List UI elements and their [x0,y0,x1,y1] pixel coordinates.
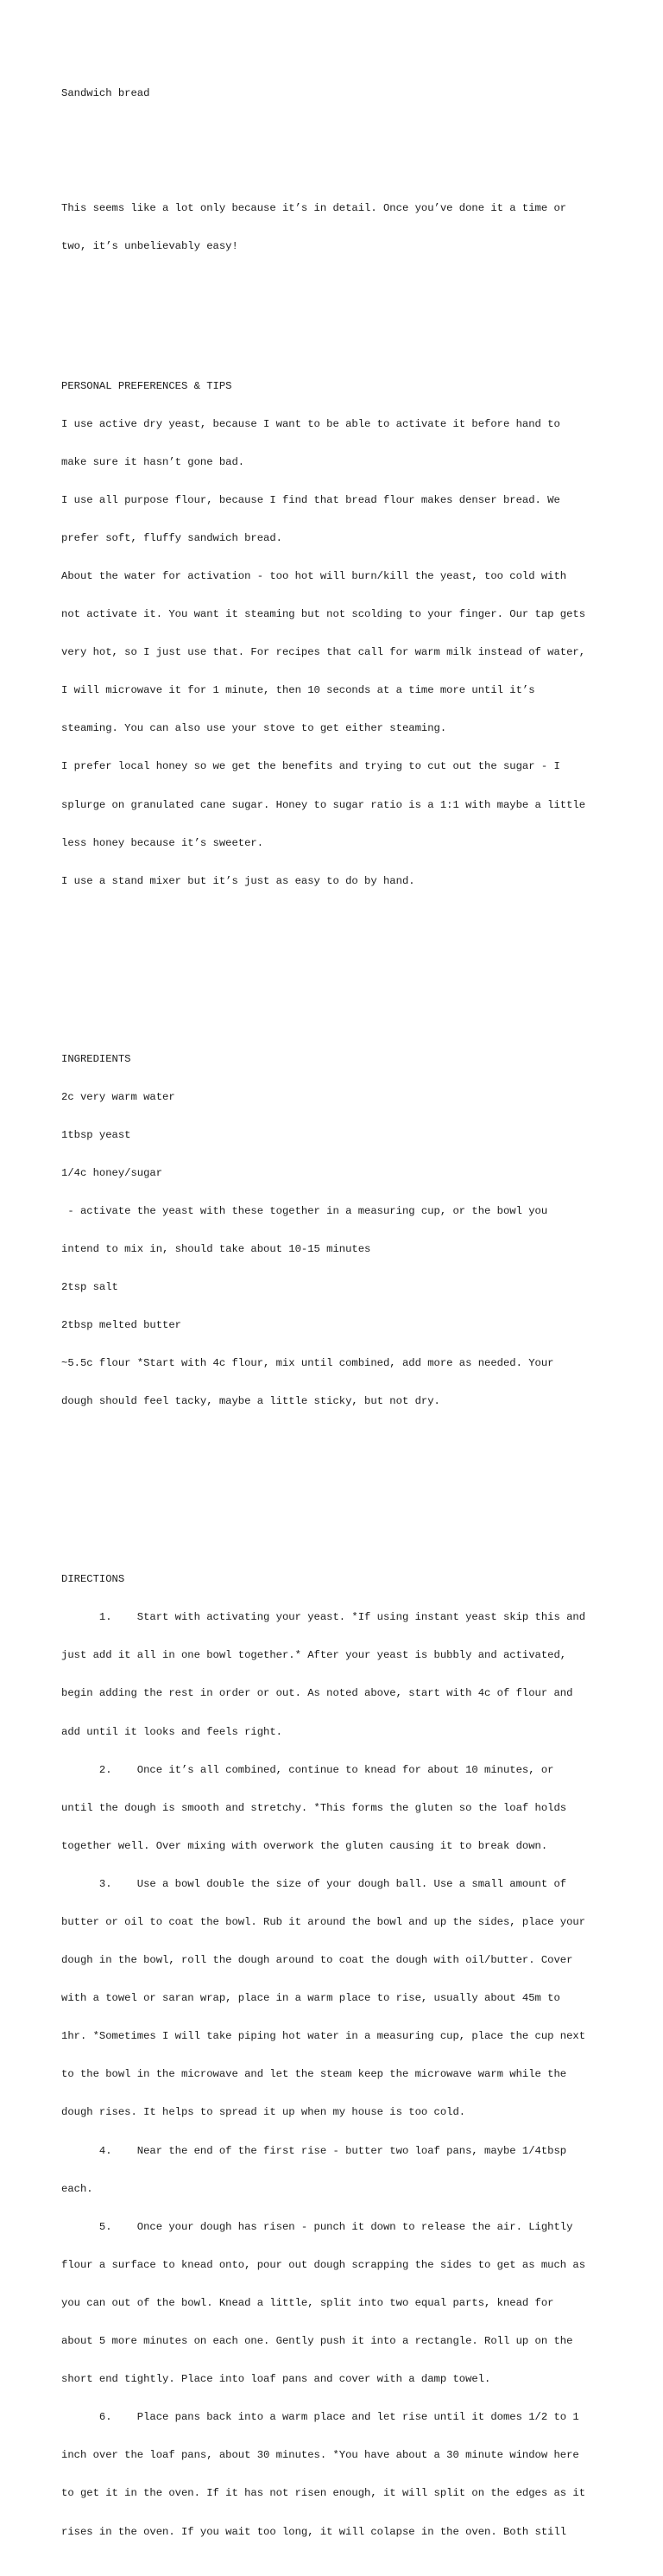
direction-line: about 5 more minutes on each one. Gently push it into a rectangle. Roll up on the [61,2335,573,2348]
direction-line: 6. Place pans back into a warm place and let rise until it domes 1/2 to 1 [61,2411,579,2424]
direction-line: just add it all in one bowl together.* After your yeast is bubbly and activated, [61,1649,567,1662]
direction-line: dough in the bowl, roll the dough around to coat the dough with oil/butter. Cover [61,1954,573,1967]
direction-line: each. [61,2182,93,2195]
direction-line: short end tightly. Place into loaf pans and cover with a damp towel. [61,2373,491,2386]
preferences-line: I use all purpose flour, because I find that bread flour makes denser bread. We [61,493,560,506]
preferences-line: make sure it hasn’t gone bad. [61,455,245,468]
preferences-heading: PERSONAL PREFERENCES & TIPS [61,379,232,392]
direction-line: until the dough is smooth and stretchy. *This forms the gluten so the loaf holds [61,1801,567,1814]
direction-line: 1. Start with activating your yeast. *If using instant yeast skip this and [61,1611,586,1624]
direction-line: begin adding the rest in order or out. As noted above, start with 4c of flour and [61,1687,573,1700]
document-page [61,62,631,2576]
ingredients-heading: INGREDIENTS [61,1052,131,1065]
ingredient-line: ~5.5c flour *Start with 4c flour, mix until combined, add more as needed. Your [61,1357,554,1370]
direction-line: 3. Use a bowl double the size of your dough ball. Use a small amount of [61,1877,567,1890]
spacer [61,938,631,951]
direction-line: dough rises. It helps to spread it up when my house is too cold. [61,2106,466,2119]
spacer [61,303,631,316]
direction-line: 2. Once it’s all combined, continue to knead for about 10 minutes, or [61,1763,554,1776]
spacer [61,976,631,989]
directions-section [61,1548,631,2564]
direction-line: together well. Over mixing with overwork the gluten causing it to break down. [61,1839,548,1852]
preferences-line: steaming. You can also use your stove to get either steaming. [61,722,447,735]
preferences-line: I use a stand mixer but it’s just as easy to do by hand. [61,874,415,887]
ingredients-section [61,1027,631,1433]
preferences-line: less honey because it’s sweeter. [61,836,264,849]
spacer [61,126,631,139]
direction-line: 1hr. *Sometimes I will take piping hot water in a measuring cup, place the cup next [61,2030,586,2043]
ingredient-line: dough should feel tacky, maybe a little sticky, but not dry. [61,1395,440,1408]
ingredient-line: 1tbsp yeast [61,1128,131,1141]
direction-line: 4. Near the end of the first rise - butter two loaf pans, maybe 1/4tbsp [61,2144,567,2157]
direction-line: with a towel or saran wrap, place in a warm place to rise, usually about 45m to [61,1992,560,2005]
ingredient-line: 2tsp salt [61,1281,118,1294]
preferences-line: About the water for activation - too hot will burn/kill the yeast, too cold with [61,569,567,582]
ingredient-line: 1/4c honey/sugar [61,1166,163,1179]
direction-line: 5. Once your dough has risen - punch it down to release the air. Lightly [61,2220,573,2233]
preferences-line: very hot, so I just use that. For recipes that call for warm milk instead of water, [61,646,586,659]
preferences-line: I prefer local honey so we get the benefits and trying to cut out the sugar - I [61,760,560,773]
spacer [61,1497,631,1510]
direction-line: flour a surface to knead onto, pour out dough scrapping the sides to get as much as [61,2258,586,2271]
preferences-line: not activate it. You want it steaming but not scolding to your finger. Our tap gets [61,608,586,621]
direction-line: rises in the oven. If you wait too long, it will colapse in the oven. Both still [61,2525,567,2538]
direction-line: to the bowl in the microwave and let the steam keep the microwave warm while the [61,2068,567,2081]
preferences-line: I will microwave it for 1 minute, then 10 seconds at a time more until it’s [61,684,535,697]
preferences-line: I use active dry yeast, because I want to be able to activate it before hand to [61,417,560,430]
direction-line: to get it in the oven. If it has not risen enough, it will split on the edges as it [61,2487,586,2500]
preferences-line: prefer soft, fluffy sandwich bread. [61,531,282,544]
direction-line: add until it looks and feels right. [61,1725,282,1738]
preferences-section [61,354,631,913]
ingredient-line: - activate the yeast with these together in a measuring cup, or the bowl you [61,1204,548,1217]
direction-line: butter or oil to coat the bowl. Rub it around the bowl and up the sides, place your [61,1916,586,1928]
spacer [61,1459,631,1472]
direction-line: you can out of the bowl. Knead a little, split into two equal parts, knead for [61,2296,554,2309]
ingredient-line: intend to mix in, should take about 10-15 minutes [61,1242,371,1255]
intro-line: This seems like a lot only because it’s in detail. Once you’ve done it a time or [61,201,567,214]
preferences-line: splurge on granulated cane sugar. Honey to sugar ratio is a 1:1 with maybe a little [61,798,586,811]
document-title: Sandwich bread [61,87,150,100]
direction-line: inch over the loaf pans, about 30 minutes. *You have about a 30 minute window here [61,2449,579,2462]
ingredient-line: 2tbsp melted butter [61,1319,181,1332]
intro-section [61,176,631,278]
directions-heading: DIRECTIONS [61,1573,125,1586]
intro-line: two, it’s unbelievably easy! [61,239,238,252]
ingredient-line: 2c very warm water [61,1090,175,1103]
